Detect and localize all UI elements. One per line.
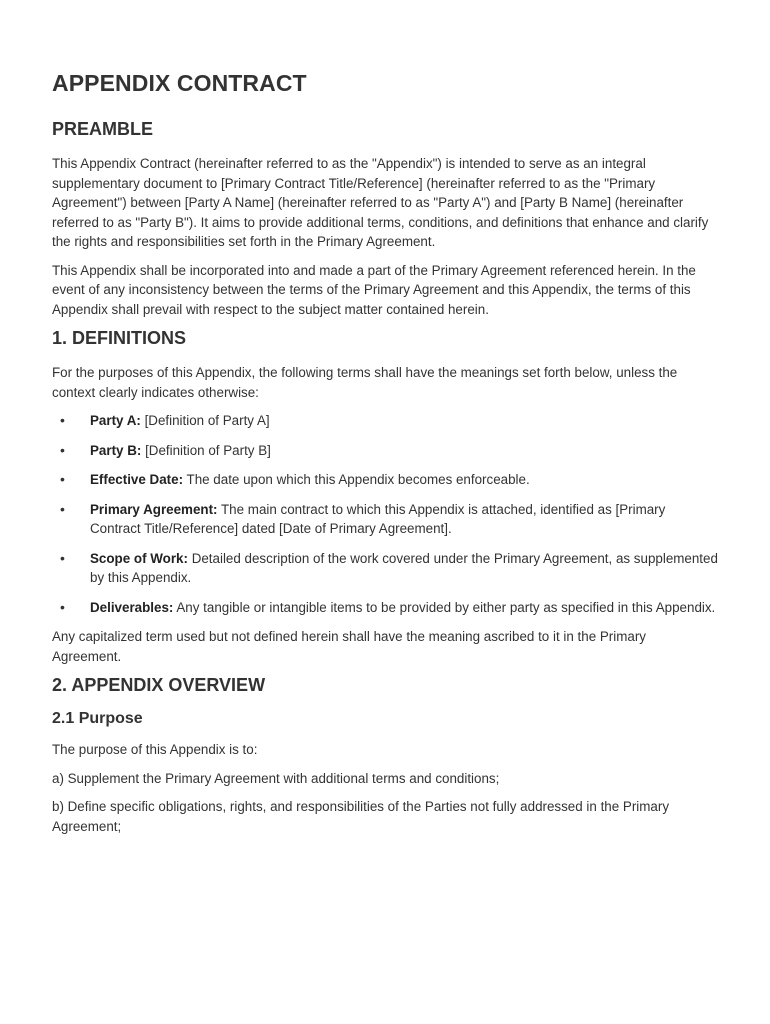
definition-item-scope-of-work bbox=[52, 549, 718, 588]
preamble-paragraph-2: This Appendix shall be incorporated into and made a part of the Primary Agreement referenced herein. In the event of any inconsistency between the terms of the Primary Agreement and this Appendix, the terms of this Appendix shall prevail with respect to the subject matter contained herein. bbox=[52, 262, 696, 317]
definitions-list bbox=[52, 411, 718, 617]
definition-text: Any tangible or intangible items to be provided by either party as specified in this Appendix. bbox=[173, 599, 716, 615]
bullet-icon: • bbox=[60, 500, 65, 517]
definition-term: Party A: bbox=[90, 413, 141, 428]
preamble-paragraph-1: This Appendix Contract (hereinafter referred to as the "Appendix") is intended to serve as an integral supplementary document to [Primary Contract Title/Reference] (hereinafter referred to as the "Primary Agreement") between [Party A Name] (hereinafter referred to as "Party A") and [Party B Name] (hereinafter referred to as "Party B"). It aims to provide additional terms, conditions, and definitions that enhance and clarify the rights and responsibilities set forth in the Primary Agreement. bbox=[52, 156, 709, 249]
definition-item-party-a bbox=[52, 411, 718, 431]
definition-term: Effective Date: bbox=[90, 472, 184, 487]
definition-text: The main contract to which this Appendix is attached, identified as [Primary Contract Title/Reference] dated [Date of Primary Agreement]. bbox=[90, 501, 666, 536]
definition-text: [Definition of Party B] bbox=[141, 442, 271, 458]
definitions-outro: Any capitalized term used but not defined herein shall have the meaning ascribed to it in the Primary Agreement. bbox=[52, 629, 646, 664]
definition-term: Scope of Work: bbox=[90, 550, 188, 566]
definition-term: Party B: bbox=[90, 442, 142, 458]
bullet-icon: • bbox=[60, 549, 65, 566]
definition-item-party-b bbox=[52, 441, 718, 461]
definition-text: The date upon which this Appendix becomes enforceable. bbox=[183, 472, 530, 487]
bullet-icon: • bbox=[60, 441, 65, 458]
bullet-icon: • bbox=[60, 412, 65, 428]
bullet-icon: • bbox=[60, 598, 65, 615]
document-title: APPENDIX CONTRACT bbox=[52, 70, 307, 96]
preamble-heading: PREAMBLE bbox=[52, 119, 154, 139]
purpose-item-a: a) Supplement the Primary Agreement with additional terms and conditions; bbox=[52, 770, 500, 786]
purpose-heading: 2.1 Purpose bbox=[52, 710, 143, 727]
definition-item-deliverables bbox=[52, 598, 718, 618]
definition-text: Detailed description of the work covered under the Primary Agreement, as supplemented by this Appendix. bbox=[90, 550, 718, 585]
purpose-item-b: b) Define specific obligations, rights, and responsibilities of the Parties not fully addressed in the Primary Agreement; bbox=[52, 799, 670, 834]
definition-item-primary-agreement bbox=[52, 500, 718, 539]
definition-text: [Definition of Party A] bbox=[140, 413, 270, 428]
bullet-icon: • bbox=[60, 471, 65, 487]
purpose-intro: The purpose of this Appendix is to: bbox=[52, 742, 258, 757]
definitions-heading: 1. DEFINITIONS bbox=[52, 328, 187, 348]
overview-heading: 2. APPENDIX OVERVIEW bbox=[52, 675, 266, 695]
definition-item-effective-date bbox=[52, 470, 718, 490]
definitions-intro: For the purposes of this Appendix, the following terms shall have the meanings set forth below, unless the context clearly indicates otherwise: bbox=[52, 365, 678, 400]
definition-term: Primary Agreement: bbox=[90, 501, 218, 517]
definition-term: Deliverables: bbox=[90, 599, 174, 615]
